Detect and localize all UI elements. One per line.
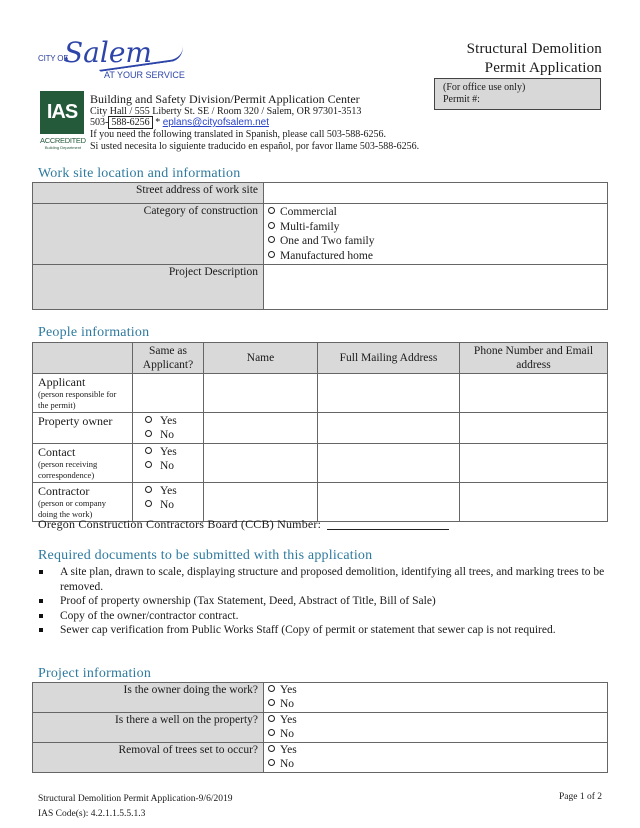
option-yes[interactable]: Yes bbox=[268, 743, 603, 757]
role-cell bbox=[33, 483, 133, 522]
ias-accredited-text: ACCREDITED bbox=[40, 136, 86, 145]
radio-icon[interactable] bbox=[145, 500, 152, 507]
mailing-address-field[interactable] bbox=[318, 374, 460, 413]
separator: * bbox=[152, 117, 163, 128]
question-options bbox=[264, 713, 608, 743]
logo-salem: Salem bbox=[64, 36, 152, 69]
category-option-commercial[interactable]: Commercial bbox=[268, 205, 603, 220]
option-yes[interactable]: Yes bbox=[268, 683, 603, 697]
phone-prefix: 503- bbox=[90, 117, 109, 128]
radio-icon[interactable] bbox=[145, 430, 152, 437]
translation-english: If you need the following translated in Spanish, please call 503-588-6256. bbox=[90, 129, 387, 140]
logo-city-of: CITY OF bbox=[38, 54, 69, 63]
col-header-phone-email: Phone Number and Email address bbox=[460, 343, 608, 374]
project-info-table bbox=[32, 682, 608, 773]
footer-info bbox=[38, 792, 232, 822]
phone-email-field[interactable] bbox=[460, 413, 608, 444]
col-header-role bbox=[33, 343, 133, 374]
phone-email-field[interactable] bbox=[460, 374, 608, 413]
ias-accredited-logo bbox=[40, 91, 86, 153]
role-cell bbox=[33, 413, 133, 444]
permit-number-label: Permit #: bbox=[443, 94, 480, 105]
category-option-multi-family[interactable]: Multi-family bbox=[268, 220, 603, 235]
translation-spanish: Si usted necesita lo siguiente traducido en español, por favor llame 503-588-6256. bbox=[90, 141, 420, 152]
same-as-applicant-cell bbox=[133, 444, 204, 483]
radio-icon[interactable] bbox=[268, 745, 275, 752]
role-note: (person or company doing the work) bbox=[38, 498, 106, 519]
ccb-number-label: Oregon Construction Contractors Board (CCB) Number: bbox=[38, 517, 322, 531]
form-title-line1: Structural Demolition bbox=[466, 41, 602, 57]
email-link[interactable]: eplans@cityofsalem.net bbox=[162, 117, 270, 128]
question-row-well-on-property bbox=[33, 713, 608, 743]
project-description-field[interactable] bbox=[264, 265, 608, 310]
col-header-name: Name bbox=[204, 343, 318, 374]
name-field[interactable] bbox=[204, 374, 318, 413]
radio-icon[interactable] bbox=[268, 699, 275, 706]
radio-icon[interactable] bbox=[268, 729, 275, 736]
work-site-table bbox=[32, 182, 608, 310]
bullet-icon bbox=[39, 570, 43, 574]
phone-number: 588-6256 bbox=[108, 116, 152, 129]
role-name: Contractor bbox=[38, 484, 90, 498]
question-label: Is the owner doing the work? bbox=[33, 683, 264, 713]
col-header-same-as-applicant: Same as Applicant? bbox=[133, 343, 204, 374]
phone-email-field[interactable] bbox=[460, 444, 608, 483]
street-address-label: Street address of work site bbox=[33, 183, 264, 204]
list-item: Proof of property ownership (Tax Statement, Deed, Abstract of Title, Bill of Sale) bbox=[38, 594, 608, 609]
table-row-contact bbox=[33, 444, 608, 483]
mailing-address-field[interactable] bbox=[318, 413, 460, 444]
office-use-label: (For office use only) bbox=[443, 82, 526, 93]
role-cell bbox=[33, 444, 133, 483]
option-yes[interactable]: Yes bbox=[145, 484, 198, 498]
option-no[interactable]: No bbox=[145, 498, 198, 512]
radio-icon[interactable] bbox=[268, 207, 275, 214]
name-field[interactable] bbox=[204, 413, 318, 444]
role-cell bbox=[33, 374, 133, 413]
question-options bbox=[264, 683, 608, 713]
col-header-mailing-address: Full Mailing Address bbox=[318, 343, 460, 374]
option-no[interactable]: No bbox=[145, 428, 198, 442]
option-yes[interactable]: Yes bbox=[268, 713, 603, 727]
option-yes[interactable]: Yes bbox=[145, 414, 198, 428]
bullet-icon bbox=[39, 599, 43, 603]
division-name: Building and Safety Division/Permit Application Center bbox=[90, 92, 360, 106]
project-description-label: Project Description bbox=[33, 265, 264, 310]
question-options bbox=[264, 742, 608, 772]
question-label: Removal of trees set to occur? bbox=[33, 742, 264, 772]
ccb-number-row bbox=[38, 517, 449, 532]
list-item: Sewer cap verification from Public Works Staff (Copy of permit or statement that sewer cap is not required. bbox=[38, 623, 608, 638]
option-no[interactable]: No bbox=[268, 757, 603, 771]
required-docs-list bbox=[38, 565, 608, 638]
name-field[interactable] bbox=[204, 444, 318, 483]
form-title-line2: Permit Application bbox=[484, 60, 602, 76]
work-site-title: Work site location and information bbox=[38, 166, 241, 181]
question-label: Is there a well on the property? bbox=[33, 713, 264, 743]
office-use-box bbox=[434, 78, 601, 110]
ias-department-text: Building Department bbox=[44, 145, 82, 150]
radio-icon[interactable] bbox=[268, 236, 275, 243]
table-row-applicant bbox=[33, 374, 608, 413]
phone-email-field[interactable] bbox=[460, 483, 608, 522]
role-name: Applicant bbox=[38, 375, 86, 389]
ias-logo-mark: IAS bbox=[40, 91, 84, 134]
radio-icon[interactable] bbox=[268, 759, 275, 766]
role-name: Contact bbox=[38, 445, 76, 459]
option-yes[interactable]: Yes bbox=[145, 445, 198, 459]
list-item: A site plan, drawn to scale, displaying structure and proposed demolition, identifying all trees, and marking trees to be removed. bbox=[38, 565, 608, 594]
footer-doc-name: Structural Demolition Permit Application-9/6/2019 bbox=[38, 794, 233, 804]
radio-icon[interactable] bbox=[145, 486, 152, 493]
category-option-manufactured-home[interactable]: Manufactured home bbox=[268, 249, 603, 264]
question-row-tree-removal bbox=[33, 742, 608, 772]
page-number: Page 1 of 2 bbox=[558, 792, 602, 802]
role-note: (person receiving correspondence) bbox=[38, 459, 98, 480]
ccb-number-field[interactable] bbox=[327, 529, 449, 530]
address-line: City Hall / 555 Liberty St. SE / Room 320 / Salem, OR 97301-3513 bbox=[90, 106, 362, 117]
option-no[interactable]: No bbox=[268, 727, 603, 741]
city-of-salem-logo bbox=[38, 38, 188, 84]
required-docs-title: Required documents to be submitted with this application bbox=[38, 548, 373, 563]
people-info-title: People information bbox=[38, 325, 150, 340]
same-as-applicant-cell bbox=[133, 413, 204, 444]
street-address-field[interactable] bbox=[264, 183, 608, 204]
form-title bbox=[467, 40, 602, 78]
question-row-owner-doing-work bbox=[33, 683, 608, 713]
project-info-title: Project information bbox=[38, 666, 152, 681]
role-note: (person responsible for the permit) bbox=[38, 389, 117, 410]
option-no[interactable]: No bbox=[268, 697, 603, 711]
contact-line bbox=[90, 117, 269, 128]
radio-icon[interactable] bbox=[145, 416, 152, 423]
mailing-address-field[interactable] bbox=[318, 444, 460, 483]
category-option-one-two-family[interactable]: One and Two family bbox=[268, 234, 603, 249]
same-as-applicant-cell bbox=[133, 483, 204, 522]
table-row-contractor bbox=[33, 483, 608, 522]
role-name: Property owner bbox=[38, 414, 113, 428]
list-item: Copy of the owner/contractor contract. bbox=[38, 609, 608, 624]
option-no[interactable]: No bbox=[145, 459, 198, 473]
same-as-applicant-cell bbox=[133, 374, 204, 413]
radio-icon[interactable] bbox=[268, 715, 275, 722]
category-label: Category of construction bbox=[33, 204, 264, 265]
people-table bbox=[32, 342, 608, 522]
radio-icon[interactable] bbox=[268, 685, 275, 692]
radio-icon[interactable] bbox=[145, 461, 152, 468]
mailing-address-field[interactable] bbox=[318, 483, 460, 522]
radio-icon[interactable] bbox=[145, 447, 152, 454]
table-row-property-owner bbox=[33, 413, 608, 444]
name-field[interactable] bbox=[204, 483, 318, 522]
category-options bbox=[264, 204, 608, 265]
radio-icon[interactable] bbox=[268, 251, 275, 258]
footer-ias-code: IAS Code(s): 4.2.1.1.5.5.1.3 bbox=[38, 809, 146, 819]
radio-icon[interactable] bbox=[268, 222, 275, 229]
bullet-icon bbox=[39, 614, 43, 618]
bullet-icon bbox=[39, 628, 43, 632]
logo-tagline: AT YOUR SERVICE bbox=[104, 70, 185, 80]
